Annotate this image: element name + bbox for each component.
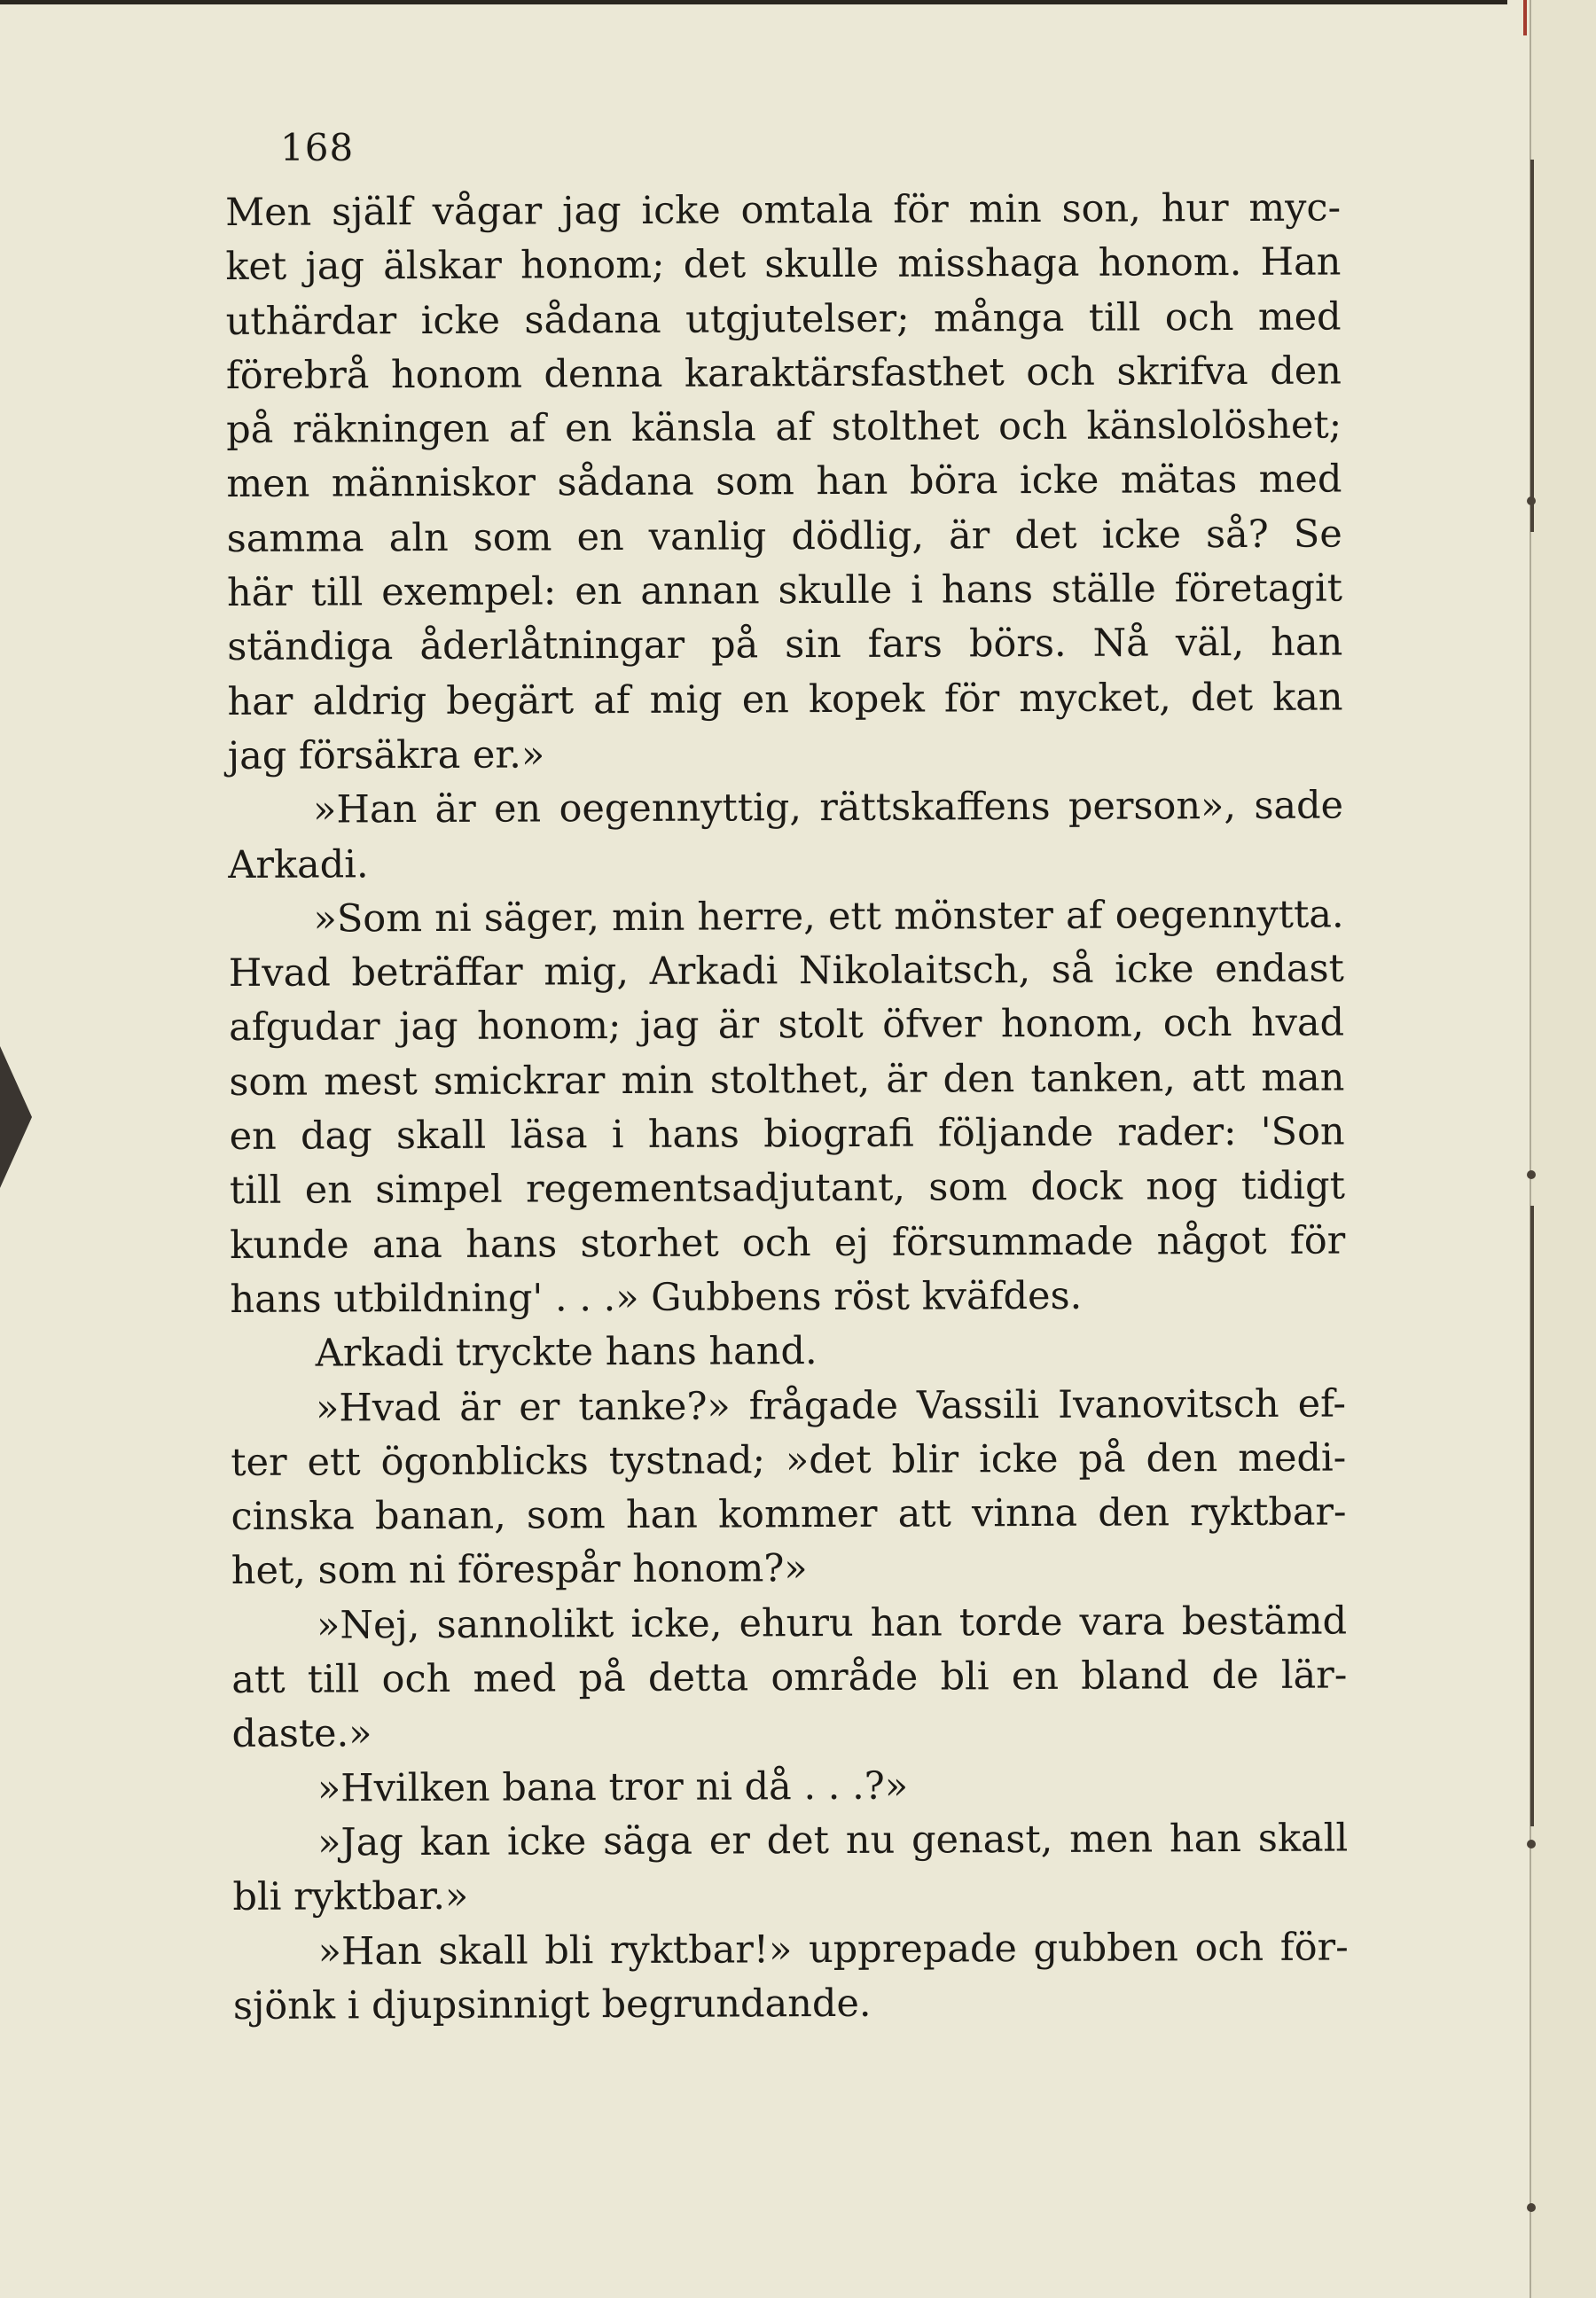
text-line: samma aln som en vanlig dödlig, är det icke så? Se <box>226 512 1342 561</box>
page-number: 168 <box>280 126 355 169</box>
text-line: en dag skall läsa i hans biografi följande rader: 'Son <box>229 1109 1345 1160</box>
top-edge-shadow <box>0 0 1507 4</box>
text-line: »Han är en oegennyttig, rättskaffens person», sade <box>312 783 1344 832</box>
text-line: »Jag kan icke säga er det nu genast, men han skall <box>317 1816 1349 1865</box>
gutter-rule-upper <box>1530 160 1534 532</box>
gutter-mark <box>1527 1840 1536 1849</box>
text-line: till en simpel regementsadjutant, som dock nog tidigt <box>229 1163 1346 1214</box>
text-line: bli ryktbar.» <box>232 1874 469 1920</box>
text-line: Arkadi tryckte hans hand. <box>315 1329 818 1376</box>
gutter-mark <box>1527 496 1536 505</box>
text-line: kunde ana hans storhet och ej försummade något för <box>230 1218 1346 1268</box>
text-line: Hvad beträffar mig, Arkadi Nikolaitsch, så icke endast <box>228 946 1344 997</box>
gutter-mark <box>1527 1170 1536 1179</box>
text-line: har aldrig begärt af mig en kopek för mycket, det kan <box>227 675 1343 724</box>
left-edge-tab <box>0 1046 32 1188</box>
text-line: här till exempel: en annan skulle i hans ställe företagit <box>226 566 1343 616</box>
gutter-rule-lower <box>1530 1206 1534 1826</box>
text-line: ket jag älskar honom; det skulle misshaga honom. Han <box>225 239 1342 290</box>
text-line: som mest smickrar min stolthet, är den tanken, att man <box>229 1055 1345 1105</box>
text-line: »Nej, sannolikt icke, ehuru han torde vara bestämd <box>316 1598 1348 1648</box>
gutter-mark <box>1527 2203 1536 2212</box>
text-line: het, som ni förespår honom?» <box>231 1546 808 1594</box>
text-line: »Som ni säger, min herre, ett mönster af oegennytta. <box>313 892 1344 942</box>
text-line: att till och med på detta område bli en bland de lär- <box>231 1653 1348 1702</box>
text-line: »Han skall bli ryktbar!» upprepade gubben och för- <box>317 1924 1349 1974</box>
book-gutter <box>1530 0 1596 2298</box>
text-line: Men själf vågar jag icke omtala för min son, hur myc- <box>225 185 1342 235</box>
text-line: cinska banan, som han kommer att vinna den ryktbar- <box>231 1489 1347 1540</box>
text-line: afgudar jag honom; jag är stolt öfver honom, och hvad <box>229 1000 1345 1051</box>
text-line: ständiga åderlåtningar på sin fars börs. Nå väl, han <box>227 620 1343 670</box>
text-line: Arkadi. <box>228 841 369 887</box>
text-line: men människor sådana som han böra icke mätas med <box>226 457 1342 507</box>
text-line: hans utbildning' . . .» Gubbens röst kväfdes. <box>230 1273 1083 1322</box>
red-edge-mark <box>1523 0 1527 35</box>
text-line: jag försäkra er.» <box>227 732 545 778</box>
text-line: »Hvilken bana tror ni då . . .?» <box>317 1763 909 1811</box>
body-text <box>225 182 1349 2035</box>
text-line: daste.» <box>231 1711 372 1757</box>
text-line: sjönk i djupsinnigt begrundande. <box>232 1981 872 2028</box>
text-line: ter ett ögonblicks tystnad; »det blir icke på den medi- <box>231 1435 1347 1485</box>
text-line: förebrå honom denna karaktärsfasthet och skrifva den <box>225 348 1342 398</box>
text-line: på räkningen af en känsla af stolthet och känslolöshet; <box>226 403 1342 453</box>
text-line: uthärdar icke sådana utgjutelser; många till och med <box>225 294 1342 344</box>
text-line: »Hvad är er tanke?» frågade Vassili Ivanovitsch ef- <box>315 1381 1347 1431</box>
